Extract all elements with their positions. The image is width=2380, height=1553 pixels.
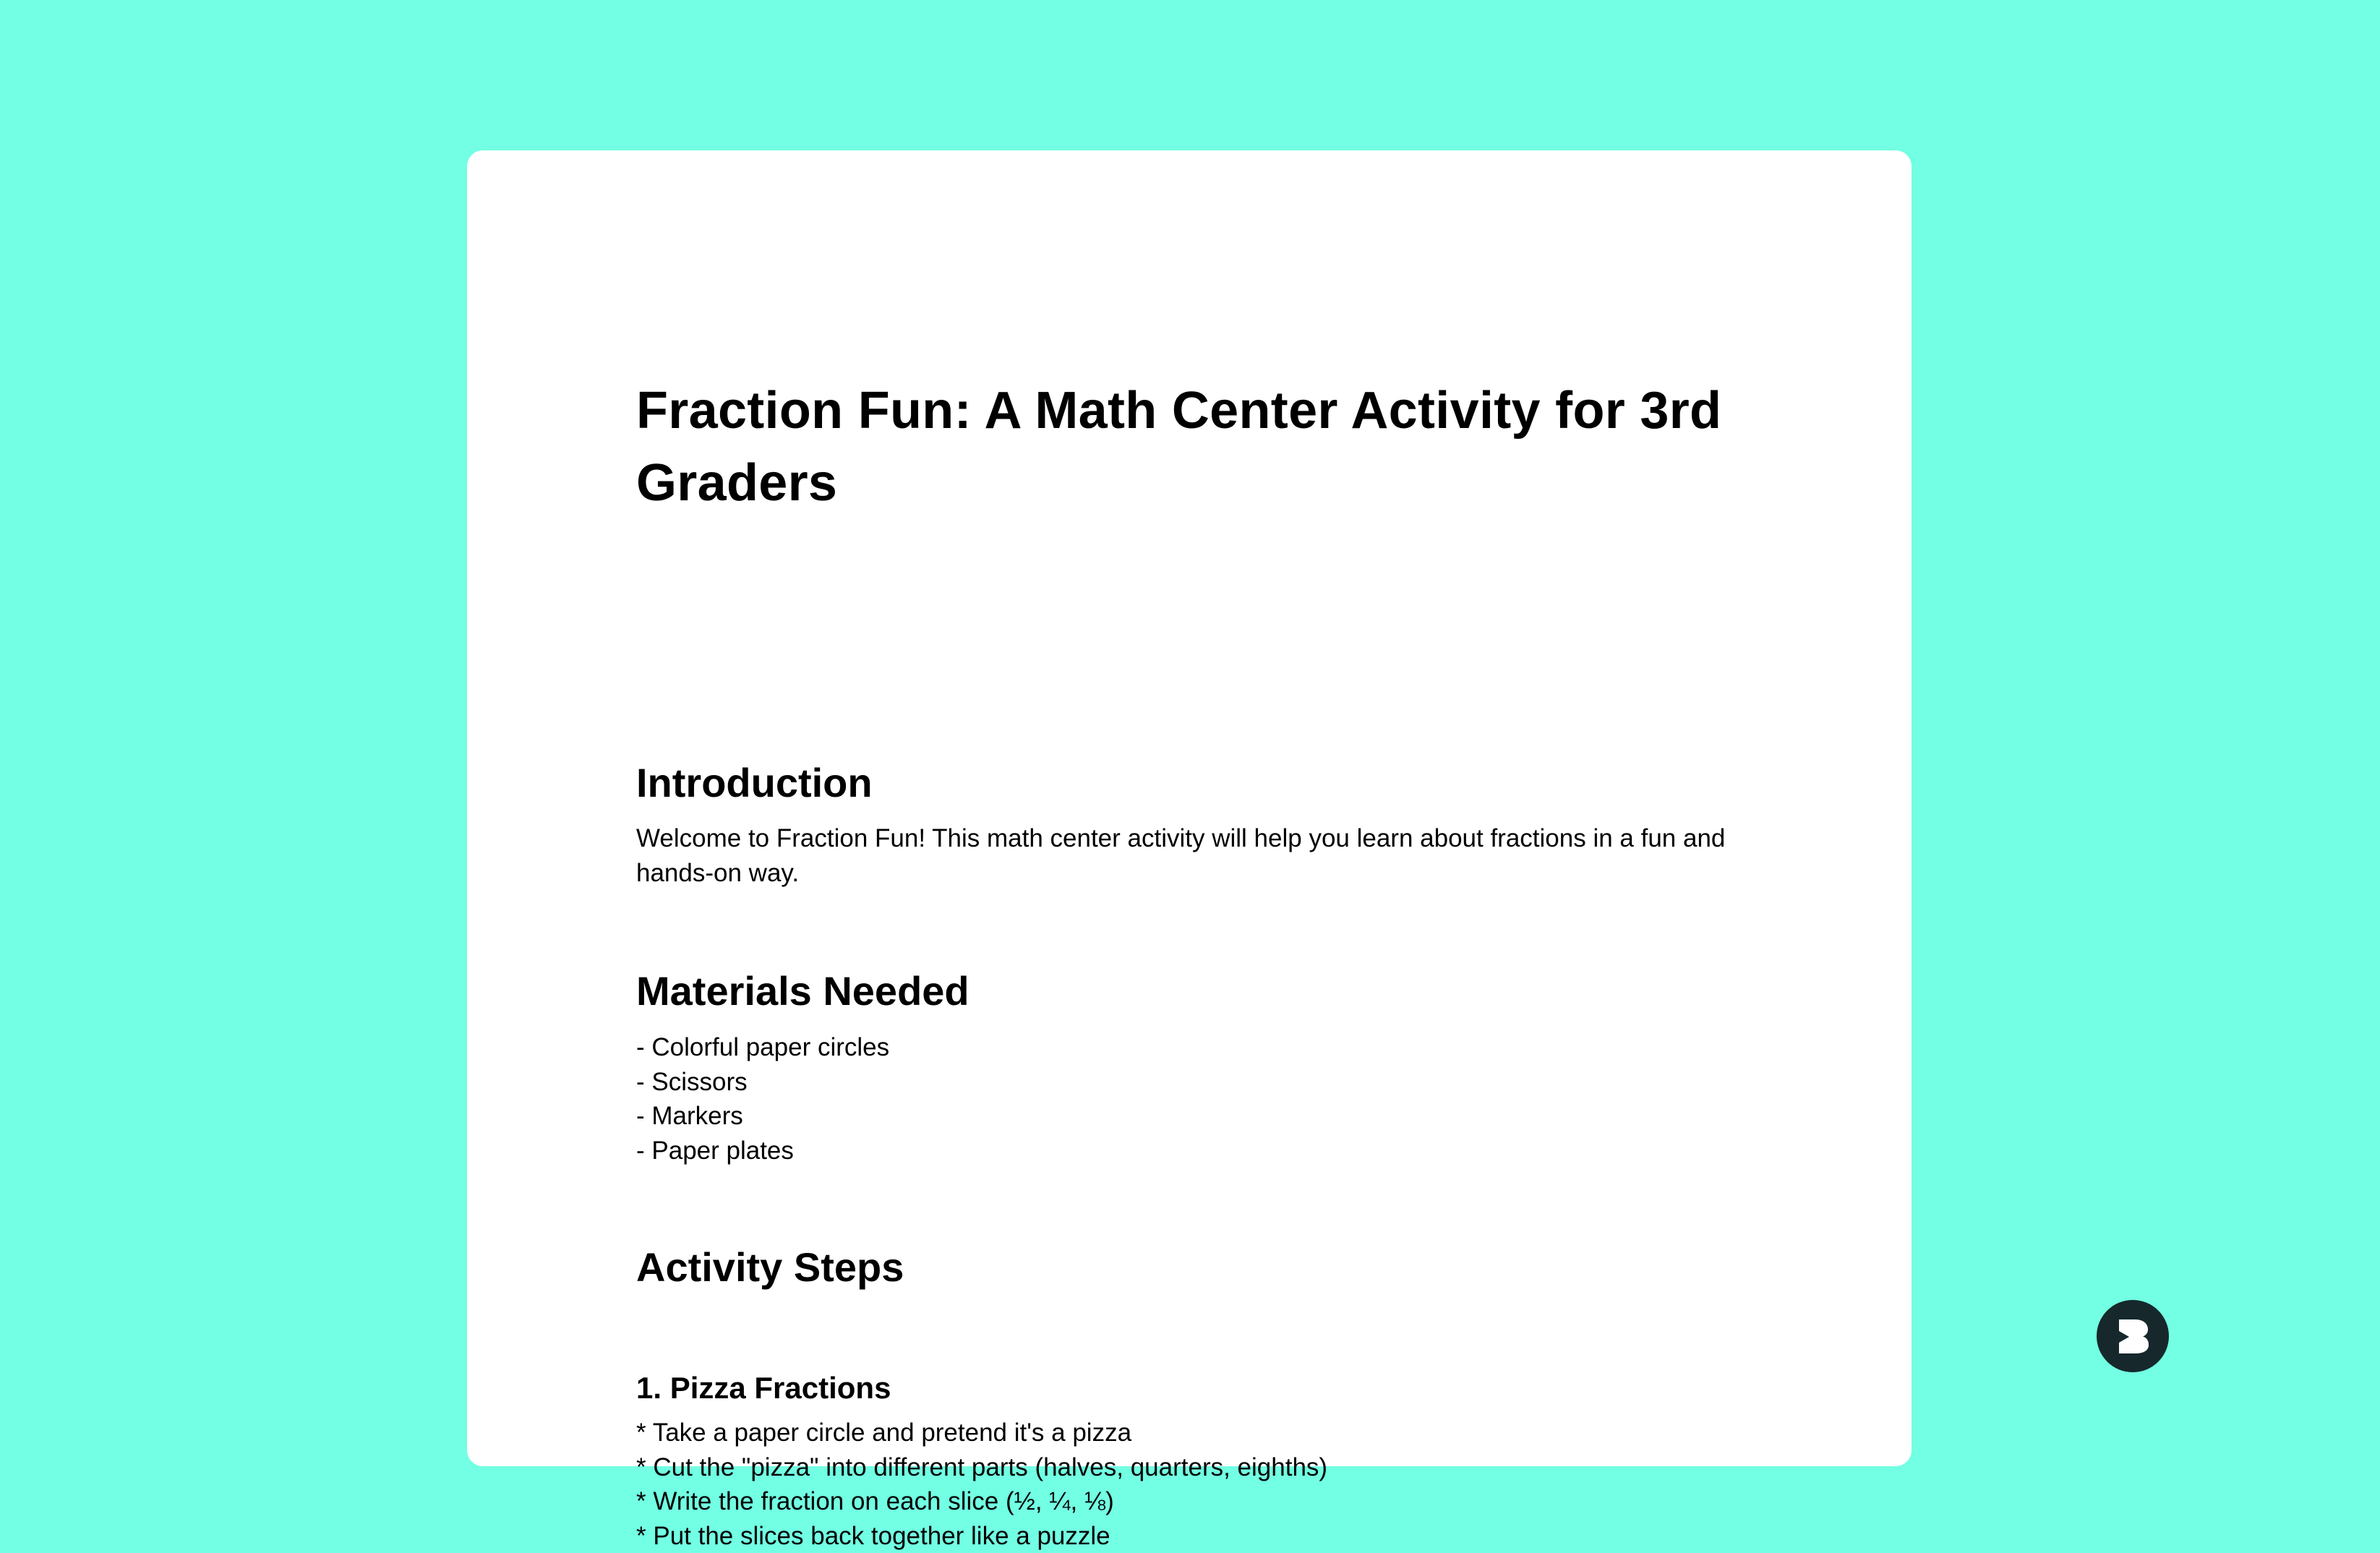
document-card xyxy=(467,150,1912,1466)
list-item: * Write the fraction on each slice (½, ¼, ⅛) xyxy=(636,1484,1327,1519)
list-item: - Scissors xyxy=(636,1065,889,1100)
introduction-text: Welcome to Fraction Fun! This math center activity will help you learn about fractions in a fun and hands-on way. xyxy=(636,821,1735,891)
materials-list xyxy=(636,1030,889,1168)
list-item: - Colorful paper circles xyxy=(636,1030,889,1065)
activity-steps-heading: Activity Steps xyxy=(636,1242,904,1293)
list-item: - Markers xyxy=(636,1099,889,1134)
list-item: * Cut the "pizza" into different parts (halves, quarters, eighths) xyxy=(636,1450,1327,1485)
pizza-fractions-list xyxy=(636,1416,1327,1553)
introduction-heading: Introduction xyxy=(636,758,873,808)
list-item: * Put the slices back together like a puzzle xyxy=(636,1519,1327,1553)
step-heading-pizza-fractions: 1. Pizza Fractions xyxy=(636,1368,891,1408)
materials-heading: Materials Needed xyxy=(636,966,969,1017)
list-item: * Take a paper circle and pretend it's a pizza xyxy=(636,1416,1327,1450)
brand-floating-button[interactable] xyxy=(2097,1300,2169,1372)
list-item: - Paper plates xyxy=(636,1134,889,1168)
brand-logo-icon xyxy=(2112,1315,2154,1357)
page-title: Fraction Fun: A Math Center Activity for 3rd Graders xyxy=(636,375,1750,519)
